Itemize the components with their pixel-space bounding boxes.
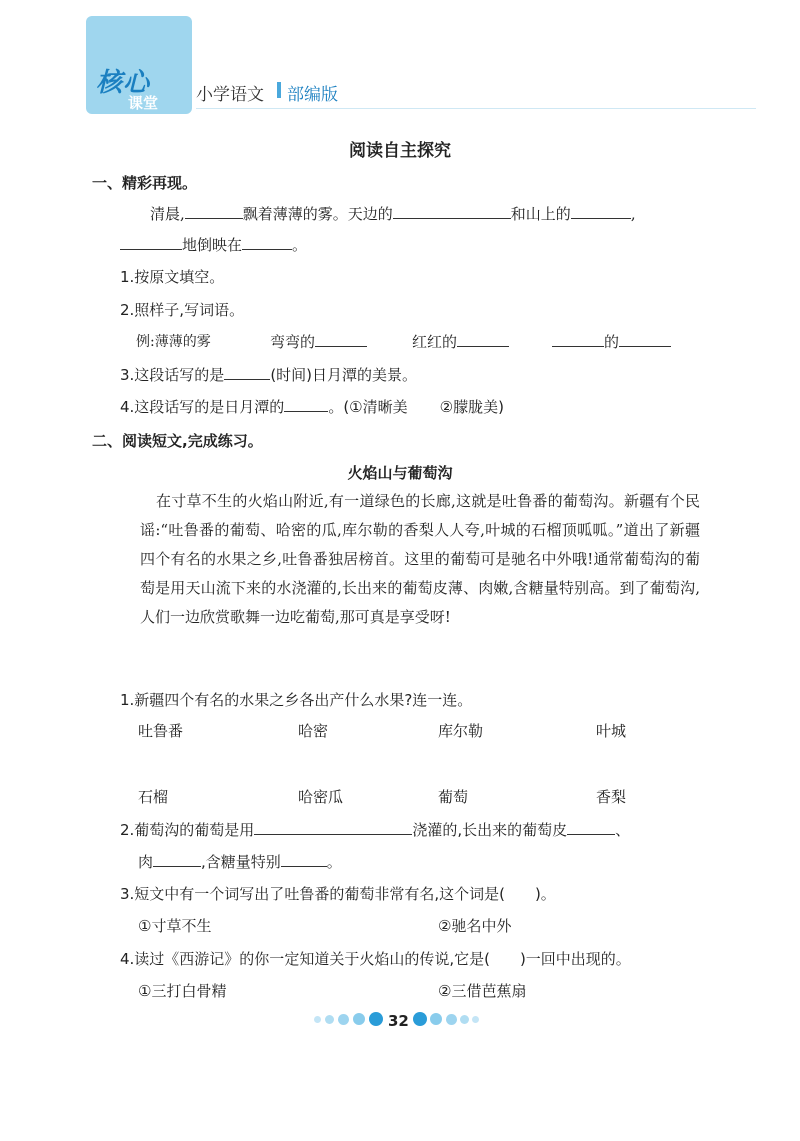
section-heading-1: 一、精彩再现。 [92, 174, 198, 192]
passage-line-1: 清晨, 飘着薄薄的雾。天边的 和山上的 , [150, 205, 636, 223]
option-item: ①三打白骨精 [138, 982, 227, 1000]
fruit-item: 香梨 [596, 788, 627, 806]
fruit-item: 石榴 [138, 788, 169, 806]
page-number: 32 [388, 1012, 409, 1030]
place-item: 叶城 [596, 722, 627, 740]
option-item: ①寸草不生 [138, 917, 212, 935]
option-item: ②驰名中外 [438, 917, 512, 935]
logo-subtext: 课堂 [128, 94, 159, 112]
question-1-1: 1.按原文填空。 [120, 268, 225, 286]
question-1-3: 3.这段话写的是 (时间)日月潭的美景。 [120, 366, 418, 384]
place-item: 吐鲁番 [138, 722, 184, 740]
question-1-4: 4.这段话写的是日月潭的 。(①清晰美 ②朦胧美) [120, 398, 504, 416]
blank [185, 204, 243, 219]
section-heading-2: 二、阅读短文,完成练习。 [92, 432, 263, 450]
subject-label: 小学语文 [196, 85, 264, 105]
fruit-item: 葡萄 [438, 788, 469, 806]
logo-text: 核心 [96, 68, 151, 98]
passage-line-2: 地倒映在 。 [120, 235, 307, 255]
question-2-1: 1.新疆四个有名的水果之乡各出产什么水果?连一连。 [120, 691, 473, 709]
blank [393, 204, 511, 219]
option-item: ②三借芭蕉扇 [438, 982, 527, 1000]
story-title: 火焰山与葡萄沟 [347, 464, 453, 482]
question-2-2: 2.葡萄沟的葡萄是用 浇灌的,长出来的葡萄皮 、 [120, 821, 631, 839]
question-2-4: 4.读过《西游记》的你一定知道关于火焰山的传说,它是( )一回中出现的。 [120, 950, 631, 968]
header-separator [277, 82, 281, 98]
example-label: 例:薄薄的雾 [136, 334, 211, 350]
question-2-2-cont: 肉 ,含糖量特别 。 [138, 853, 342, 871]
edition-label: 部编版 [287, 85, 338, 105]
question-1-2: 2.照样子,写词语。 [120, 301, 245, 319]
word-item-2: 红红的 [412, 332, 509, 352]
fruit-item: 哈密瓜 [298, 788, 344, 806]
blank [242, 235, 292, 250]
place-item: 库尔勒 [438, 722, 484, 740]
place-item: 哈密 [298, 722, 329, 740]
word-item-3: 的 [552, 332, 671, 352]
blank [120, 235, 182, 250]
blank [571, 204, 631, 219]
story-paragraph: 在寸草不生的火焰山附近,有一道绿色的长廊,这就是吐鲁番的葡萄沟。新疆有个民谣:“吐鲁番的葡萄、哈密的瓜,库尔勒的香梨人人夸,叶城的石榴顶呱呱。”道出了新疆四个有名的水果之乡,吐鲁番独居榜首。这里的葡萄可是驰名中外哦!通常葡萄沟的葡萄是用天山流下来的水浇灌的,长出来的葡萄皮薄、肉嫩,含糖量特别高。到了葡萄沟,人们一边欣赏歌舞一边吃葡萄,那可真是享受呀! [140, 492, 700, 626]
question-2-3: 3.短文中有一个词写出了吐鲁番的葡萄非常有名,这个词是( )。 [120, 885, 556, 903]
page-title: 阅读自主探究 [349, 141, 451, 161]
header-divider [196, 108, 756, 109]
word-item-1: 弯弯的 [270, 332, 367, 352]
